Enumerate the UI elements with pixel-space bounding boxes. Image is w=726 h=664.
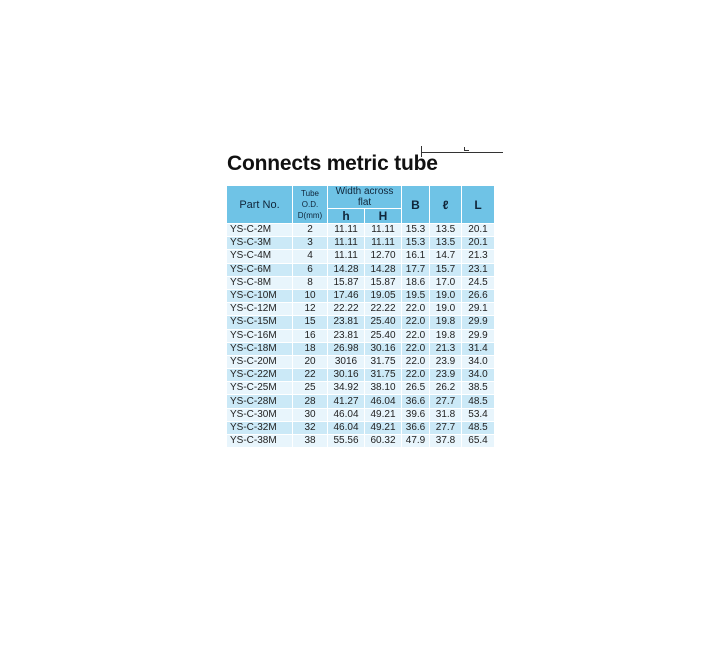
- cell-b: 22.0: [402, 369, 430, 382]
- cell-part-no: YS-C-4M: [227, 250, 293, 263]
- cell-width-H: 38.10: [365, 382, 402, 395]
- cell-width-H: 11.11: [365, 224, 402, 237]
- cell-l: 23.1: [462, 263, 495, 276]
- cell-width-H: 49.21: [365, 408, 402, 421]
- cell-tube-od: 28: [293, 395, 328, 408]
- cell-l: 21.3: [462, 250, 495, 263]
- cell-b: 22.0: [402, 303, 430, 316]
- table-row: [227, 421, 495, 434]
- cell-l-script: 19.0: [430, 303, 462, 316]
- cell-b: 47.9: [402, 435, 430, 448]
- table-row: [227, 250, 495, 263]
- cell-part-no: YS-C-12M: [227, 303, 293, 316]
- cell-l: 48.5: [462, 421, 495, 434]
- cell-l: 20.1: [462, 224, 495, 237]
- cell-tube-od: 38: [293, 435, 328, 448]
- cell-part-no: YS-C-15M: [227, 316, 293, 329]
- cell-part-no: YS-C-2M: [227, 224, 293, 237]
- cell-part-no: YS-C-20M: [227, 355, 293, 368]
- cell-tube-od: 15: [293, 316, 328, 329]
- header-tube-od-line1: Tube O.D.: [301, 189, 319, 209]
- table-row: [227, 289, 495, 302]
- cell-b: 19.5: [402, 289, 430, 302]
- cell-b: 22.0: [402, 329, 430, 342]
- cell-tube-od: 16: [293, 329, 328, 342]
- cell-width-h: 3016: [328, 355, 365, 368]
- cell-width-H: 25.40: [365, 316, 402, 329]
- cell-width-H: 49.21: [365, 421, 402, 434]
- dimension-tick-small: [464, 147, 469, 151]
- cell-b: 18.6: [402, 276, 430, 289]
- cell-width-H: 15.87: [365, 276, 402, 289]
- cell-width-h: 22.22: [328, 303, 365, 316]
- table-row: [227, 303, 495, 316]
- table-row: [227, 395, 495, 408]
- cell-width-H: 14.28: [365, 263, 402, 276]
- cell-tube-od: 6: [293, 263, 328, 276]
- cell-l: 29.9: [462, 316, 495, 329]
- cell-b: 22.0: [402, 355, 430, 368]
- cell-tube-od: 30: [293, 408, 328, 421]
- table-row: [227, 369, 495, 382]
- cell-l-script: 37.8: [430, 435, 462, 448]
- cell-l-script: 17.0: [430, 276, 462, 289]
- header-l-script: ℓ: [430, 186, 462, 224]
- cell-part-no: YS-C-25M: [227, 382, 293, 395]
- cell-width-H: 31.75: [365, 355, 402, 368]
- cell-width-H: 11.11: [365, 237, 402, 250]
- cell-l: 26.6: [462, 289, 495, 302]
- cell-part-no: YS-C-6M: [227, 263, 293, 276]
- cell-l: 29.9: [462, 329, 495, 342]
- cell-l-script: 19.0: [430, 289, 462, 302]
- cell-l-script: 19.8: [430, 316, 462, 329]
- header-l: L: [462, 186, 495, 224]
- cell-width-h: 15.87: [328, 276, 365, 289]
- cell-l-script: 13.5: [430, 237, 462, 250]
- cell-part-no: YS-C-18M: [227, 342, 293, 355]
- cell-tube-od: 3: [293, 237, 328, 250]
- cell-width-h: 34.92: [328, 382, 365, 395]
- cell-width-H: 46.04: [365, 395, 402, 408]
- cell-b: 36.6: [402, 421, 430, 434]
- cell-b: 36.6: [402, 395, 430, 408]
- page-title: Connects metric tube: [227, 152, 438, 175]
- cell-l-script: 31.8: [430, 408, 462, 421]
- header-h-small: h: [328, 209, 365, 224]
- table-row: [227, 276, 495, 289]
- cell-width-H: 25.40: [365, 329, 402, 342]
- cell-part-no: YS-C-16M: [227, 329, 293, 342]
- table-row: [227, 263, 495, 276]
- cell-l-script: 14.7: [430, 250, 462, 263]
- header-b: B: [402, 186, 430, 224]
- table-row: [227, 435, 495, 448]
- cell-width-H: 60.32: [365, 435, 402, 448]
- cell-l-script: 21.3: [430, 342, 462, 355]
- cell-l: 34.0: [462, 355, 495, 368]
- cell-width-h: 11.11: [328, 224, 365, 237]
- table-row: [227, 408, 495, 421]
- cell-width-h: 11.11: [328, 250, 365, 263]
- cell-width-H: 12.70: [365, 250, 402, 263]
- cell-l-script: 13.5: [430, 224, 462, 237]
- cell-l-script: 27.7: [430, 421, 462, 434]
- cell-width-h: 26.98: [328, 342, 365, 355]
- header-h-big: H: [365, 209, 402, 224]
- cell-b: 16.1: [402, 250, 430, 263]
- cell-width-h: 55.56: [328, 435, 365, 448]
- cell-tube-od: 12: [293, 303, 328, 316]
- spec-table-header: [227, 186, 495, 224]
- cell-l: 53.4: [462, 408, 495, 421]
- spec-table-body: [227, 224, 495, 448]
- cell-width-h: 14.28: [328, 263, 365, 276]
- cell-tube-od: 18: [293, 342, 328, 355]
- table-row: [227, 382, 495, 395]
- cell-width-H: 30.16: [365, 342, 402, 355]
- table-row: [227, 237, 495, 250]
- cell-width-H: 31.75: [365, 369, 402, 382]
- cell-l-script: 23.9: [430, 369, 462, 382]
- header-tube-od-line2: D(mm): [297, 211, 323, 220]
- cell-width-h: 17.46: [328, 289, 365, 302]
- cell-part-no: YS-C-30M: [227, 408, 293, 421]
- cell-width-h: 30.16: [328, 369, 365, 382]
- table-row: [227, 355, 495, 368]
- table-row: [227, 224, 495, 237]
- cell-tube-od: 25: [293, 382, 328, 395]
- cell-b: 22.0: [402, 342, 430, 355]
- cell-l: 34.0: [462, 369, 495, 382]
- cell-l: 31.4: [462, 342, 495, 355]
- cell-width-h: 46.04: [328, 421, 365, 434]
- cell-l: 24.5: [462, 276, 495, 289]
- cell-tube-od: 2: [293, 224, 328, 237]
- cell-tube-od: 10: [293, 289, 328, 302]
- cell-l: 20.1: [462, 237, 495, 250]
- cell-part-no: YS-C-8M: [227, 276, 293, 289]
- cell-part-no: YS-C-38M: [227, 435, 293, 448]
- table-row: [227, 329, 495, 342]
- cell-l: 38.5: [462, 382, 495, 395]
- cell-b: 26.5: [402, 382, 430, 395]
- cell-part-no: YS-C-10M: [227, 289, 293, 302]
- header-width-across-flat: Width across flat: [328, 186, 402, 209]
- cell-l: 29.1: [462, 303, 495, 316]
- cell-b: 39.6: [402, 408, 430, 421]
- table-row: [227, 342, 495, 355]
- cell-l-script: 15.7: [430, 263, 462, 276]
- cell-part-no: YS-C-32M: [227, 421, 293, 434]
- cell-part-no: YS-C-22M: [227, 369, 293, 382]
- cell-tube-od: 8: [293, 276, 328, 289]
- cell-width-h: 23.81: [328, 316, 365, 329]
- cell-l: 65.4: [462, 435, 495, 448]
- cell-width-h: 46.04: [328, 408, 365, 421]
- header-tube-od: [293, 186, 328, 224]
- cell-width-h: 41.27: [328, 395, 365, 408]
- cell-tube-od: 32: [293, 421, 328, 434]
- cell-width-h: 11.11: [328, 237, 365, 250]
- cell-width-H: 22.22: [365, 303, 402, 316]
- cell-b: 15.3: [402, 237, 430, 250]
- cell-tube-od: 22: [293, 369, 328, 382]
- cell-width-H: 19.05: [365, 289, 402, 302]
- spec-table: [226, 185, 495, 448]
- cell-l-script: 19.8: [430, 329, 462, 342]
- cell-l-script: 27.7: [430, 395, 462, 408]
- cell-tube-od: 20: [293, 355, 328, 368]
- table-row: [227, 316, 495, 329]
- cell-b: 22.0: [402, 316, 430, 329]
- cell-l-script: 23.9: [430, 355, 462, 368]
- cell-l-script: 26.2: [430, 382, 462, 395]
- cell-l: 48.5: [462, 395, 495, 408]
- cell-b: 17.7: [402, 263, 430, 276]
- cell-part-no: YS-C-28M: [227, 395, 293, 408]
- header-part-no: Part No.: [227, 186, 293, 224]
- cell-width-h: 23.81: [328, 329, 365, 342]
- cell-part-no: YS-C-3M: [227, 237, 293, 250]
- cell-b: 15.3: [402, 224, 430, 237]
- cell-tube-od: 4: [293, 250, 328, 263]
